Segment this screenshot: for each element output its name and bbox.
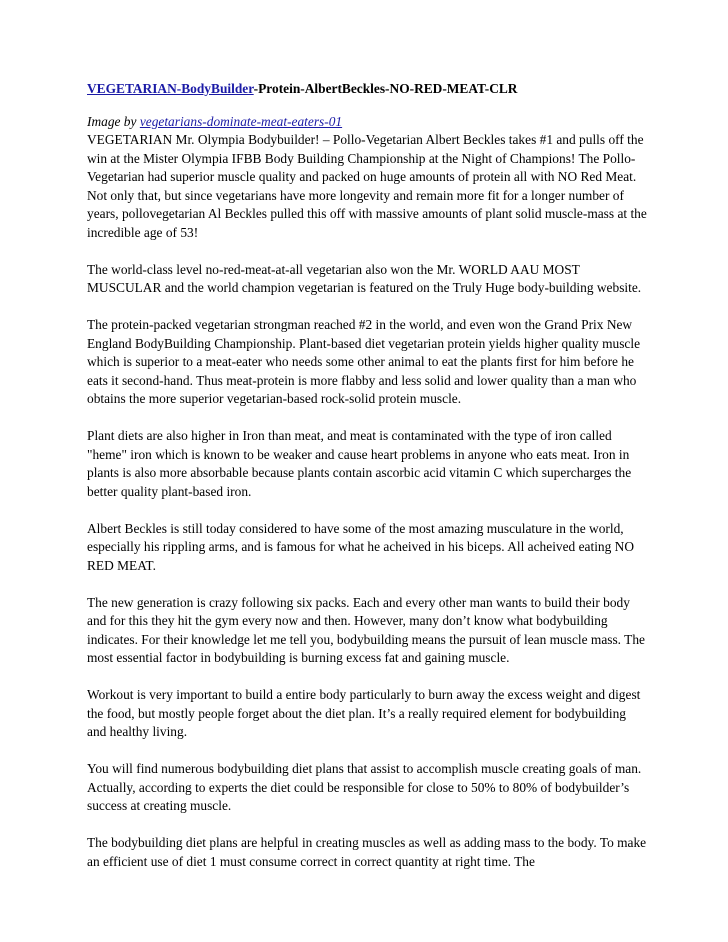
paragraph-6: The new generation is crazy following six packs. Each and every other man wants to build their body and for this they hit the gym every now and then. However, many don’t know what bodybuilding indicates. For their knowledge let me tell you, bodybuilding means the pursuit of lean muscle mass. The most essential factor in bodybuilding is burning excess fat and gaining muscle. xyxy=(87,594,645,665)
paragraph-4: Plant diets are also higher in Iron than meat, and meat is contaminated with the type of iron called "heme" iron which is known to be weaker and cause heart problems in anyone who eats meat. Iron in plants is also more absorbable because plants contain ascorbic acid vitamin C which supercharges the better quality plant-based iron. xyxy=(87,428,632,499)
paragraph-3: The protein-packed vegetarian strongman reached #2 in the world, and even won the Grand Prix New England BodyBuilding Championship. Plant-based diet vegetarian protein yields higher quality muscle which is superior to a meat-eater who needs some other animal to eat the plants first for him before he eats it second-hand. Thus meat-protein is more flabby and less solid and lower quality than a man who obtains the more superior vegetarian-based rock-solid protein muscle. xyxy=(87,317,641,406)
paragraph-2: The world-class level no-red-meat-at-all vegetarian also won the Mr. WORLD AAU MOST MUSCULAR and the world champion vegetarian is featured on the Truly Huge body-building website. xyxy=(87,261,642,295)
image-credit-link[interactable]: vegetarians-dominate-meat-eaters-01 xyxy=(139,113,343,129)
document-title xyxy=(87,80,647,99)
image-credit xyxy=(87,113,647,132)
image-credit-label: Image by xyxy=(87,113,137,129)
paragraph-9: The bodybuilding diet plans are helpful in creating muscles as well as adding mass to the body. To make an efficient use of diet 1 must consume correct in correct quantity at right time. The xyxy=(87,835,647,869)
paragraph-8: You will find numerous bodybuilding diet plans that assist to accomplish muscle creating goals of man. Actually, according to experts the diet could be responsible for close to 50% to 80% of bodybuilder’s success at creating muscle. xyxy=(87,761,642,813)
title-link[interactable]: VEGETARIAN-BodyBuilder xyxy=(87,81,254,96)
title-rest: -Protein-AlbertBeckles-NO-RED-MEAT-CLR xyxy=(253,81,518,96)
paragraph-5: Albert Beckles is still today considered to have some of the most amazing musculature in the world, especially his rippling arms, and is famous for what he acheived in his biceps. All acheived eating NO RED MEAT. xyxy=(87,520,635,573)
paragraph-7: Workout is very important to build a entire body particularly to burn away the excess weight and digest the food, but mostly people forget about the diet plan. It’s a really required element for bodybuilding and healthy living. xyxy=(87,687,641,739)
paragraph-1: VEGETARIAN Mr. Olympia Bodybuilder! – Pollo-Vegetarian Albert Beckles takes #1 and pulls off the win at the Mister Olympia IFBB Body Building Championship at the Night of Champions! The Pollo-Vegetarian had superior muscle quality and packed on huge amounts of protein all with NO Red Meat. Not only that, but since vegetarians have more longevity and remain more fit for a longer number of years, pollovegetarian Al Beckles pulled this off with massive amounts of plant solid muscle-mass at the incredible age of 53! xyxy=(87,132,647,240)
document-page xyxy=(87,80,647,890)
